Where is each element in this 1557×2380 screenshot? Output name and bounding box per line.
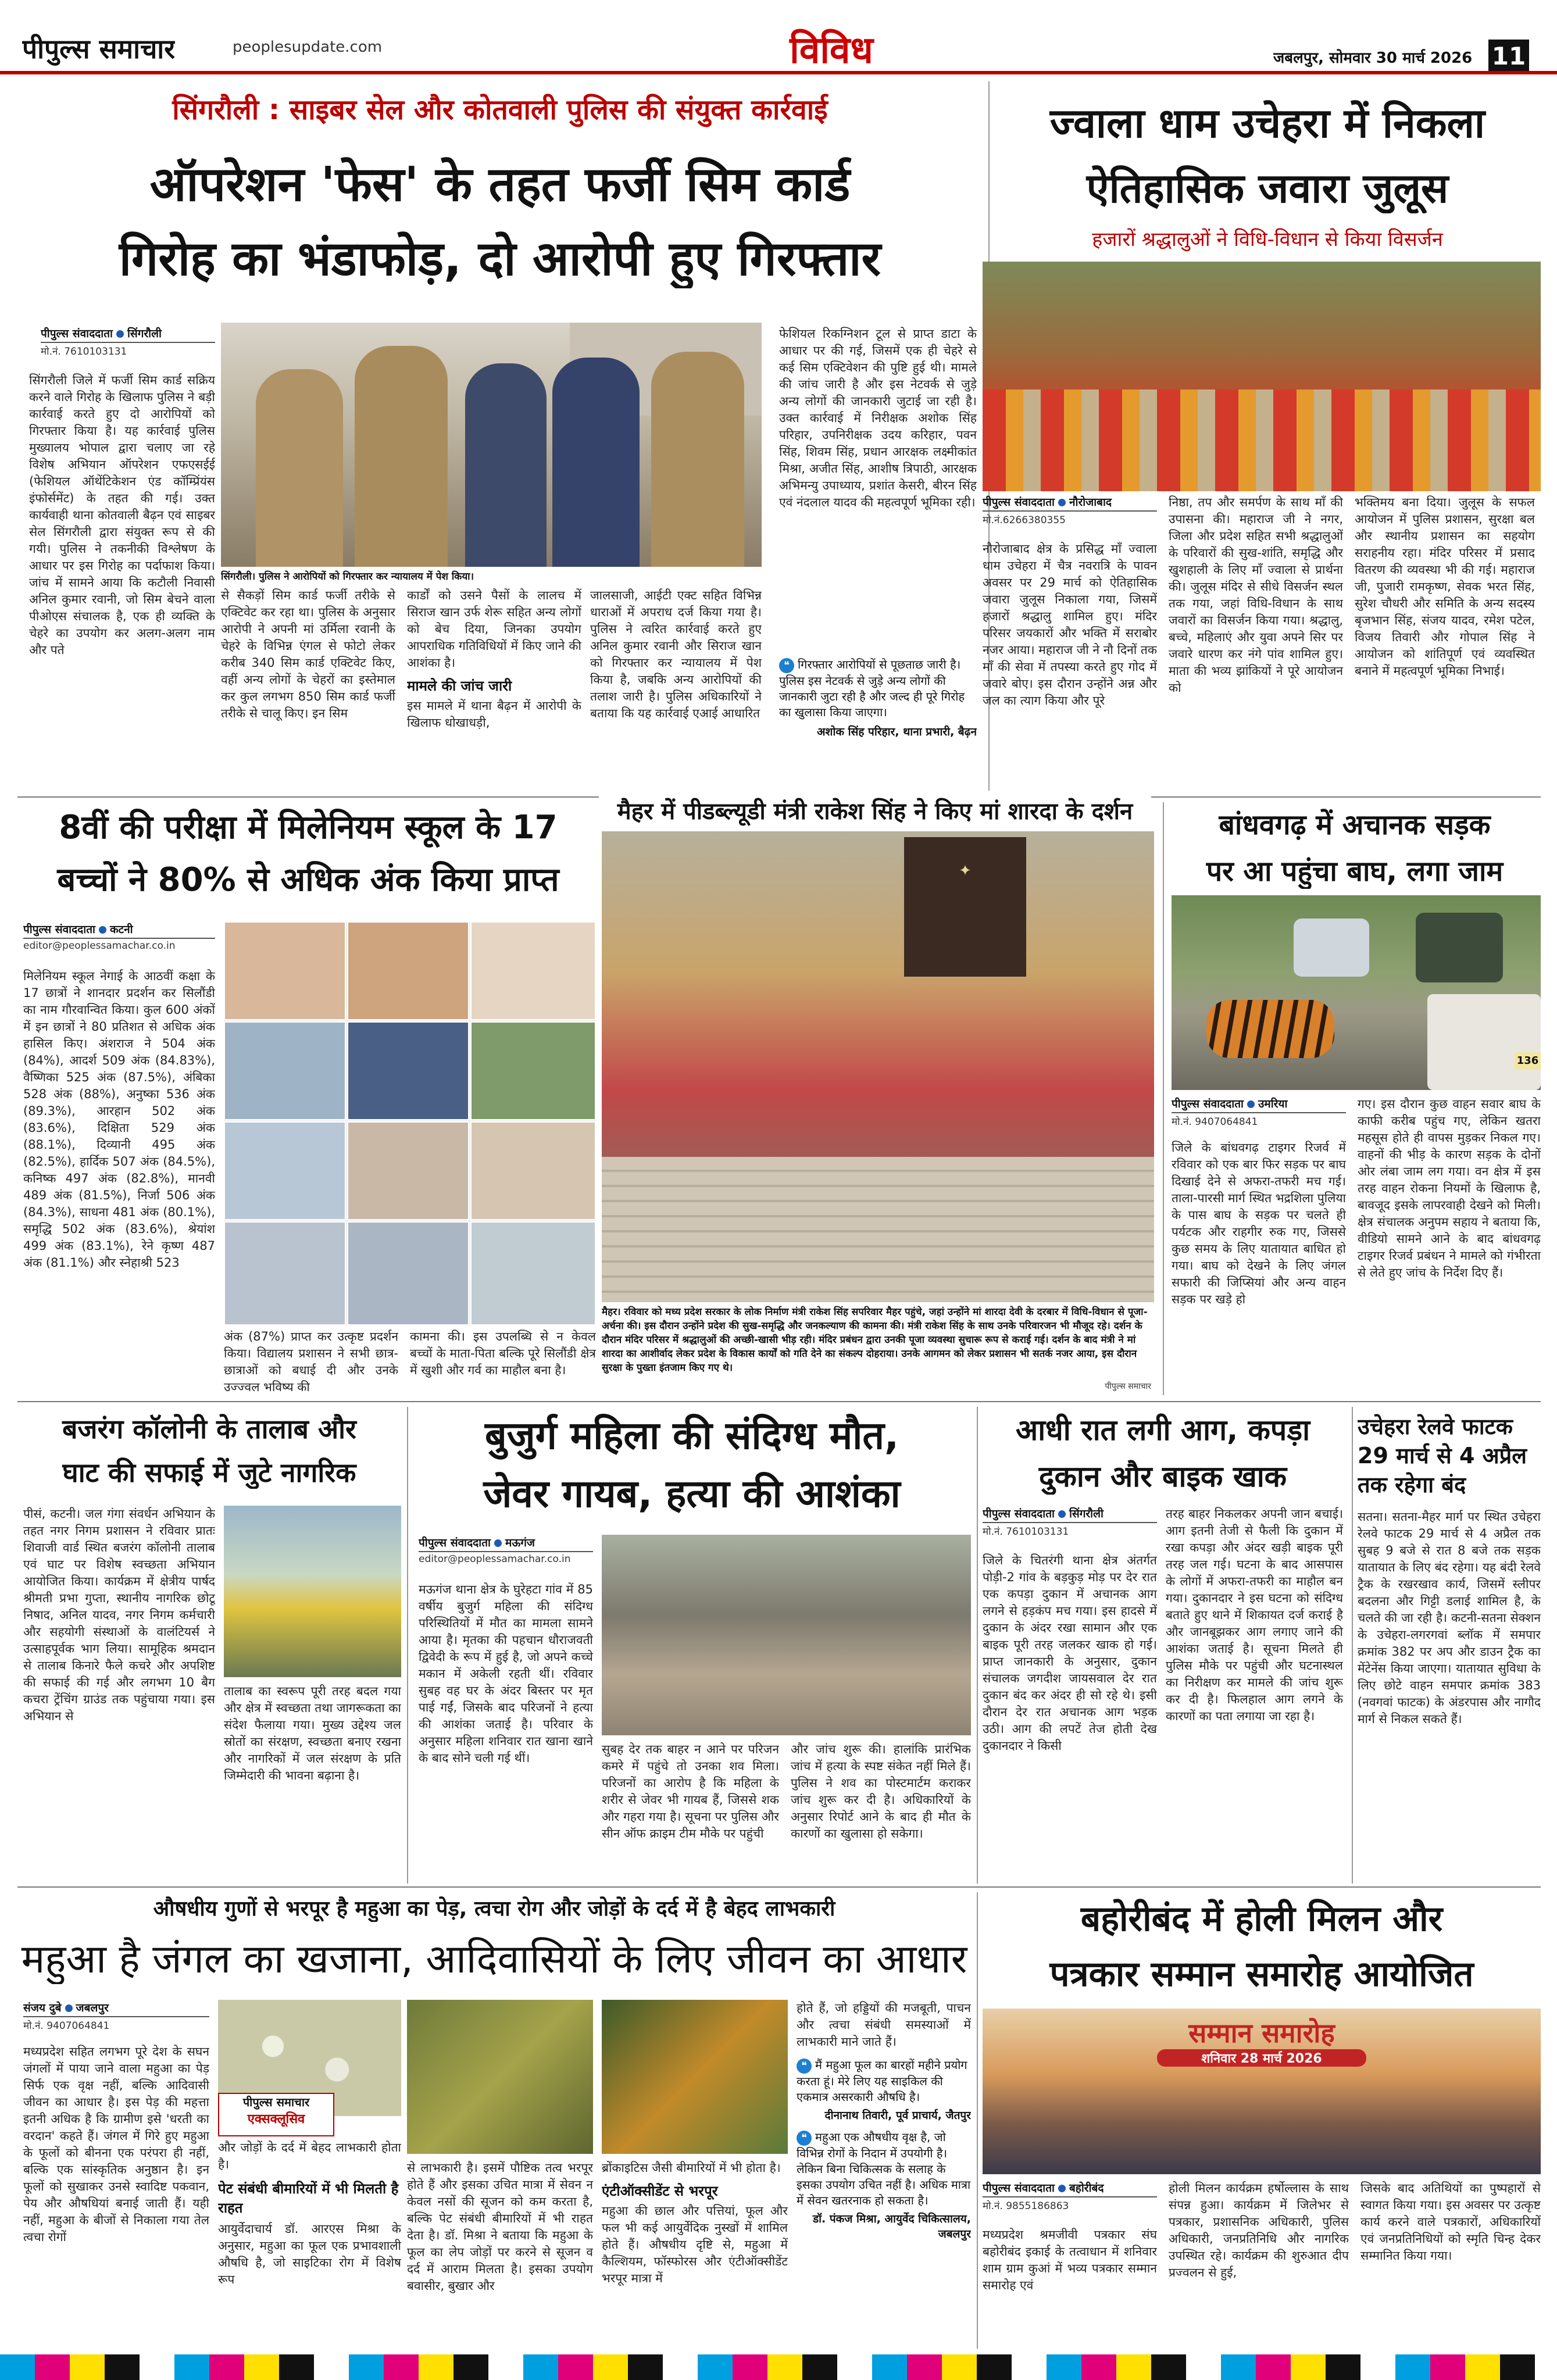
column-divider — [1352, 1407, 1353, 1884]
quote-icon: ❝ — [797, 2059, 812, 2074]
a2-col1: नौरोजाबाद क्षेत्र के प्रसिद्ध माँ ज्वाला धाम उचेहरा में चैत्र नवरात्रि के पावन अवसर पर 29 मार्च को ऐतिहासिक जवारा जुलूस निकाला गया, जिसमें हजारों श्रद्धालु शामिल हुए। मंदिर परिसर जयकारों और भक्ति में सराबोर नजर आया। महाराज जी ने नौ दिनों तक माँ की सेवा में तपस्या करते हुए गोद में जवारे बोए। इस दौरान उन्होंने अन्न और जल का त्याग किया और पूरे — [983, 542, 1157, 707]
a1-kicker: सिंगरौली : साइबर सेल और कोतवाली पुलिस की संयुक्त कार्रवाई — [172, 94, 828, 126]
a9-headline-1: उचेहरा रेलवे फाटक — [1358, 1414, 1513, 1439]
a5-col2: गए। इस दौरान कुछ वाहन सवार बाघ के काफी करीब पहुंच गए, लेकिन खतरा महसूस होते ही वापस मुड़कर निकल गए। वाहनों की भीड़ के कारण सड़क के दोनों ओर लंबा जाम लग गया। वन क्षेत्र में इस तरह वाहन रोकना नियमों के खिलाफ है, बावजूद इसके लापरवाही देखने को मिली। क्षेत्र संचालक अनुपम सहाय ने बताया कि, वीडियो सामने आने के बाद बांधवगढ़ टाइगर रिजर्व प्रबंधन ने मामले को गंभीरता से लेते हुए जांच के निर्देश दिए हैं। — [1358, 1097, 1541, 1280]
a1-col3: कार्डों को उसने पैसों के लालच में सिराज खान उर्फ शेरू सहित अन्य लोगों को बेच दिया, जिनका उपयोग आपराधिक गतिविधियों में किए जाने की आशंका है। — [407, 588, 581, 670]
a2-photo — [983, 262, 1541, 491]
a11-banner-date: शनिवार 28 मार्च 2026 — [1157, 2049, 1366, 2067]
a10-photo-fruit — [407, 2000, 593, 2154]
student-photo — [347, 1021, 469, 1120]
a3-col3: कामना की। इस उपलब्धि से न केवल बच्चों के माता-पिता बल्कि पूरे सिलौंडी क्षेत्र में खुशी और गर्व का माहौल बना है। — [410, 1330, 596, 1377]
a5-headline-2: पर आ पहुंचा बाघ, लगा जाम — [1206, 855, 1504, 888]
student-photo — [470, 921, 596, 1020]
a7-email: editor@peoplessamachar.co.in — [419, 1553, 571, 1565]
dot-icon — [1058, 499, 1066, 506]
a1-col5: फेशियल रिकग्निशन टूल से प्राप्त डाटा के आधार पर की गई, जिसमें एक ही चेहरे से कई सिम एक्टिवेशन की पुष्टि हुई थी। मामले की जांच जारी है और इस नेटवर्क से जुड़े अन्य लोगों की जानकारी जुटाई जा रही है। उक्त कार्रवाई में निरीक्षक अशोक सिंह परिहार, उपनिरीक्षक उदय करिहार, पवन सिंह, शिवम सिंह, प्रधान आरक्षक लक्ष्मीकांत मिश्रा, अजीत सिंह, आशीष त्रिपाठी, आरक्षक अभिमन्यु उपाध्याय, प्रशांत केसरी, बीरन सिंह एवं नंदलाल यादव की महत्वपूर्ण भूमिका रही। — [779, 327, 977, 509]
a10-col2b: आयुर्वेदाचार्य डॉ. आरएस मिश्रा के अनुसार, महुआ का फूल एक प्रभावशाली औषधि है, जो साइटिका रोग में विशेष रूप — [218, 2222, 401, 2286]
student-photo — [347, 1221, 469, 1325]
a4-photo — [602, 831, 1154, 1302]
a5-headline-1: बांधवगढ़ में अचानक सड़क — [1219, 809, 1491, 841]
a5-plate: 136 — [1515, 1052, 1541, 1070]
a6-headline-2: घाट की सफाई में जुटे नागरिक — [62, 1457, 356, 1488]
a10-exclusive-badge — [218, 2093, 334, 2136]
a2-byline-place: नौरोजाबाद — [1069, 496, 1112, 509]
a2-subheadline: हजारों श्रद्धालुओं ने विधि-विधान से किया विसर्जन — [1092, 228, 1443, 251]
a11-byline-name: पीपुल्स संवाददाता — [983, 2182, 1055, 2195]
a10-col5-wrap — [797, 2000, 971, 2349]
a4-headline: मैहर में पीडब्ल्यूडी मंत्री राकेश सिंह ने किए मां शारदा के दर्शन — [599, 795, 1151, 828]
a7-byline-name: पीपुल्स संवाददाता — [419, 1536, 491, 1549]
a3-byline-name: पीपुल्स संवाददाता — [23, 923, 95, 936]
a10-col4-wrap — [602, 2160, 788, 2346]
a8-byline — [983, 1506, 1157, 1538]
site-url[interactable]: peoplesupdate.com — [233, 38, 383, 56]
a7-headline-1: बुजुर्ग महिला की संदिग्ध मौत, — [484, 1413, 899, 1458]
jeep-icon — [1427, 994, 1541, 1090]
student-photo — [470, 1221, 596, 1325]
a10-quote2-by: डॉ. पंकज मिश्रा, आयुर्वेद चिकित्सालय, जबलपुर — [812, 2213, 971, 2240]
a10-quote1: मैं महुआ फूल का बारहों महीने प्रयोग करता हूं। मेरे लिए यह साइकिल की एकमात्र असरकारी औषधि है। — [797, 2058, 967, 2104]
a10-col4-subhead: एंटीऑक्सीडेंट से भरपूर — [602, 2183, 718, 2199]
a10-kicker: औषधीय गुणों से भरपूर है महुआ का पेड़, त्वचा रोग और जोड़ों के दर्द में है बेहद लाभकारी — [153, 1897, 835, 1921]
a10-photo-tree — [602, 2000, 788, 2154]
a10-quote1-by: दीनानाथ तिवारी, पूर्व प्राचार्य, जैतपुर — [824, 2109, 971, 2122]
tiger-icon — [1206, 1000, 1334, 1058]
column-divider — [977, 1892, 978, 2349]
student-photo — [470, 1121, 596, 1220]
a1-headline-2: गिरोह का भंडाफोड़, दो आरोपी हुए गिरफ्तार — [119, 231, 881, 287]
a1-col3b: इस मामले में थाना बैढ़न में आरोपी के खिलाफ धोखाधड़ी, — [407, 699, 581, 730]
officer-figure-3 — [651, 352, 744, 567]
a10-col3: से लाभकारी है। इसमें पौष्टिक तत्व भरपूर होते हैं और इसका उचित मात्रा में सेवन न केवल नसों की सूजन को कम करता है, बल्कि पेट संबंधी बीमारियों में भी राहत देता है। डॉ. मिश्रा ने बताया कि महुआ के फूल का लेप जोड़ों पर करने से सूजन व दर्द में आराम मिलता है। इसका उपयोग बवासीर, बुखार और — [407, 2161, 593, 2293]
a1-col3-subhead: मामले की जांच जारी — [407, 678, 512, 694]
dot-icon — [1247, 1100, 1255, 1108]
a1-byline-name: पीपुल्स संवाददाता — [41, 327, 113, 340]
a2-col2: निष्ठा, तप और समर्पण के साथ माँ की उपासना की। महाराज जी ने नगर, जिला और प्रदेश सहित सभी श्रद्धालुओं के परिवारों की सुख-शांति, समृद्धि और खुशहाली के लिए माँ ज्वाला से प्रार्थना की। जुलूस मंदिर से सीधे विसर्जन स्थल तक गया, जहां विधि-विधान के साथ जवारों का विसर्जन किया गया। श्रद्धालु, बच्चे, महिलाएं और युवा अपने सिर पर जवारे धारण कर नंगे पांव शामिल हुए। माता की भव्य झांकियों ने पूरे आयोजन को — [1169, 495, 1343, 695]
a10-byline-place: जबलपुर — [76, 2002, 109, 2014]
a5-col1: जिले के बांधवगढ़ टाइगर रिजर्व में रविवार को एक बार फिर सड़क पर बाघ दिखाई देने से अफरा-तफरी मच गई। ताला-पारसी मार्ग स्थित भद्रशिला पुलिया के पास बाघ के सड़क पर चलते ही पर्यटक और राहगीर रुक गए, जिससे कुछ समय के लिए यातायात बाधित हो गया। बाघ को देखने के लिए जंगल सफारी की जिप्सियां और अन्य वाहन सड़क पर खड़े हो — [1172, 1141, 1346, 1306]
crowd-band — [983, 389, 1541, 491]
a11-byline-place: बहोरीबंद — [1069, 2182, 1104, 2195]
a1-mobile: मो.नं. 7610103131 — [41, 346, 127, 358]
a8-mobile: मो.नं. 7610103131 — [983, 1526, 1069, 1538]
a1-quote-by: अशोक सिंह परिहार, थाना प्रभारी, बैढ़न — [817, 726, 977, 738]
a3-byline — [23, 921, 215, 952]
a1-col2: से सैकड़ों सिम कार्ड फर्जी तरीके से एक्टिवेट कर रहा था। पुलिस के अनुसार आरोपी ने अपनी मां उर्मिला रवानी के चेहरे के विभिन्न एंगल से फोटो लेकर करीब 340 सिम कार्ड एक्टिवेट किए, वहीं अन्य लोगों के चेहरों का इस्तेमाल कर कुल लगभग 850 सिम कार्ड फर्जी तरीके से चालू किए। इन सिम — [221, 588, 395, 720]
a5-mobile: मो.नं. 9407064841 — [1172, 1116, 1258, 1128]
a8-headline-1: आधी रात लगी आग, कपड़ा — [1015, 1413, 1310, 1447]
officer-figure-2 — [355, 346, 448, 567]
a1-col3-wrap — [407, 587, 581, 791]
suspect-figure-2 — [552, 358, 640, 567]
student-photo — [224, 1021, 346, 1120]
a10-col5: होते हैं, जो हड्डियों की मजबूती, पाचन और त्वचा संबंधी समस्याओं में लाभकारी माने जाते हैं। — [797, 2001, 971, 2049]
a3-headline-1: 8वीं की परीक्षा में मिलेनियम स्कूल के 17 — [59, 809, 558, 846]
a2-headline-1: ज्वाला धाम उचेहरा में निकला — [1049, 99, 1485, 147]
a8-byline-name: पीपुल्स संवाददाता — [983, 1507, 1055, 1520]
car-icon — [1294, 919, 1369, 977]
dot-icon — [99, 926, 106, 934]
page-number: 11 — [1488, 40, 1529, 73]
a7-col1: मऊगंज थाना क्षेत्र के घुरेहटा गांव में 85 वर्षीय बुजुर्ग महिला की संदिग्ध परिस्थितियों में मौत का मामला सामने आया है। मृतका की पहचान धौराजवती द्विवेदी के रूप में हुई है, जो अपने कच्चे मकान में अकेली रहती थीं। रविवार सुबह वह घर के अंदर बिस्तर पर मृत पाई गईं, जिसके बाद परिजनों ने हत्या की आशंका जताई है। परिवार के अनुसार महिला शनिवार रात खाना खाने के बाद सोने चली गई थीं। — [419, 1582, 593, 1765]
dot-icon — [494, 1539, 502, 1547]
a1-col4: जालसाजी, आईटी एक्ट सहित विभिन्न धाराओं में अपराध दर्ज किया गया है। पुलिस ने त्वरित कार्रवाई करते हुए अनिल कुमार रवानी और सिराज खान को गिरफ्तार कर न्यायालय में पेश किया है, जबकि अन्य आरोपियों की तलाश जारी है। पुलिस अधिकारियों ने बताया कि यह कार्रवाई एआई आधारित — [590, 588, 762, 720]
quote-icon: ❝ — [797, 2131, 812, 2146]
a10-exclusive-label: एक्सक्लूसिव — [247, 2112, 305, 2127]
a10-exclusive-logo: पीपुल्स समाचार — [242, 2095, 310, 2109]
a2-mobile: मो.नं.6266380355 — [983, 514, 1066, 526]
a10-col2a: और जोड़ों के दर्द में बेहद लाभकारी होता है। — [218, 2140, 401, 2171]
masthead — [0, 0, 1557, 74]
student-photo — [347, 1121, 469, 1220]
a3-byline-place: कटनी — [109, 923, 133, 936]
a11-col3: जिसके बाद अतिथियों का पुष्पहारों से स्वागत किया गया। इस अवसर पर उत्कृष्ट कार्य करने वाले पत्रकारों, अधिकारियों एवं जनप्रतिनिधियों को स्मृति चिन्ह देकर सम्मानित किया गया। — [1360, 2181, 1541, 2263]
a8-col2: तरह बाहर निकलकर अपनी जान बचाई। आग इतनी तेजी से फैली कि दुकान में रखा कपड़ा और अंदर खड़ी बाइक पूरी तरह जल गई। घटना के बाद आसपास के लोगों में अफरा-तफरी का माहौल बन गया। दुकानदार ने इस घटना को संदिग्ध बताते हुए थाने में शिकायत दर्ज कराई है और जानबूझकर आग लगाए जाने की आशंका जताई है। सूचना मिलते ही पुलिस मौके पर पहुंची और घटनास्थल का निरीक्षण कर मामले की जांच शुरू कर दी है। फिलहाल आग लगने के कारणों का पता लगाया जा रहा है। — [1166, 1507, 1343, 1723]
divider — [17, 1401, 1541, 1402]
student-photo — [224, 921, 346, 1020]
suspect-figure-1 — [465, 363, 547, 567]
a7-byline-place: मऊगंज — [505, 1536, 535, 1549]
a11-headline-1: बहोरीबंद में होली मिलन और — [1080, 1899, 1443, 1939]
a6-photo — [224, 1506, 401, 1677]
student-photo — [347, 921, 469, 1020]
a6-headline-1: बजरंग कॉलोनी के तालाब और — [62, 1413, 356, 1445]
a10-headline: महुआ है जंगल का खजाना, आदिवासियों के लिए जीवन का आधार — [21, 1936, 967, 1982]
section-title: विविध — [790, 29, 873, 72]
a8-col1: जिले के चितरंगी थाना क्षेत्र अंतर्गत पोड़ी-2 गांव के बड़कुड़ मोड़ पर देर रात एक कपड़ा दुकान में अचानक आग लगने से हड़कंप मच गया। इस हादसे में दुकान के अंदर रखा सामान और एक बाइक पूरी तरह जलकर खाक हो गई। प्राप्त जानकारी के अनुसार, दुकान संचालक जगदीश जायसवाल देर रात दुकान बंद कर अंदर ही सो रहे थे। इसी दौरान देर रात अचानक आग भड़क उठी। आग की लपटें तेज होती देख दुकानदार ने किसी — [983, 1553, 1157, 1753]
a4-credit: पीपुल्स समाचार — [1105, 1382, 1151, 1391]
a10-col2-subhead: पेट संबंधी बीमारियों में भी मिलती है राहत — [218, 2181, 399, 2216]
a7-photo — [602, 1535, 971, 1735]
a7-col2: सुबह देर तक बाहर न आने पर परिजन कमरे में पहुंचे तो उनका शव मिला। परिजनों का आरोप है कि महिला के शरीर से जेवर भी गायब हैं, जिससे शक और गहरा गया है। सूचना पर पुलिस और सीन ऑफ क्राइम टीम मौके पर पहुंची — [602, 1742, 779, 1841]
a1-col1: सिंगरौली जिले में फर्जी सिम कार्ड सक्रिय करने वाले गिरोह के खिलाफ पुलिस ने बड़ी कार्रवाई करते हुए दो आरोपियों को गिरफ्तार किया है। यह कार्रवाई पुलिस मुख्यालय भोपाल द्वारा चलाए जा रहे विशेष अभियान ऑपरेशन एफएसईई (फेशियल ऑथेंटिकेशन एंड कॉम्प्रिंयंस इंफोर्समेंट) के तहत की गई। उक्त कार्यवाही थाना कोतवाली बैढ़न एवं साइबर सेल सिंगरौली द्वारा संयुक्त रूप से की गयी। पुलिस ने तकनीकी विश्लेषण के आधार पर इस गिरोह का पर्दाफाश किया। जांच में सामने आया कि कटौली निवासी अनिल कुमार रवानी, जो सिम बेचने वाला पीओएस संचालक है, एक ही व्यक्ति के चेहरे का उपयोग कर अलग-अलग नाम और पते — [29, 373, 215, 657]
a1-quote — [779, 657, 977, 791]
a1-quote-text: गिरफ्तार आरोपियों से पूछताछ जारी है। पुलिस इस नेटवर्क से जुड़े अन्य लोगों की जानकारी जुटा रही है और जल्द ही पूरे गिरोह का खुलासा किया जाएगा। — [779, 657, 965, 719]
edition-date: जबलपुर, सोमवार 30 मार्च 2026 — [1273, 49, 1473, 67]
student-photo — [224, 1121, 346, 1220]
a5-photo — [1172, 895, 1541, 1090]
a10-mobile: मो.नं. 9407064841 — [23, 2020, 110, 2032]
dot-icon — [1058, 2185, 1066, 2192]
a2-col3: भक्तिमय बना दिया। जुलूस के सफल आयोजन में पुलिस प्रशासन, सुरक्षा बल और स्थानीय प्रशासन का सहयोग सराहनीय रहा। मंदिर परिसर में प्रसाद वितरण की व्यवस्था भी की गई। महाराज जी, पुजारी रामकृष्ण, सेवक भरत सिंह, सुरेश चौधरी और समिति के अन्य सदस्य बृजभान सिंह, संजय यादव, रमेश पटेल, विजय तिवारी और गोपाल सिंह ने आयोजन को शांतिपूर्ण एवं व्यवस्थित बनाने में महत्वपूर्ण भूमिका निभाई। — [1355, 495, 1535, 678]
a10-col2-wrap — [218, 2139, 401, 2346]
a6-col1: पीसं, कटनी। जल गंगा संवर्धन अभियान के तहत नगर निगम प्रशासन ने रविवार प्रातः शिवाजी वार्ड स्थित बजरंग कॉलोनी तालाब एवं घाट पर विशेष स्वच्छता अभियान आयोजित किया। कार्यक्रम में क्षेत्रीय पार्षद श्रीमती प्रभा गुप्ता, स्थानीय नागरिक छोटू निषाद, अनिल यादव, नगर निगम कर्मचारी और सहयोगी संस्थाओं के वालंटियर्स ने उत्साहपूर्वक भाग लिया। सामूहिक श्रमदान से तालाब किनारे फैले कचरे और अपशिष्ट की सफाई की गई और लगभग 10 बैग कचरा ट्रेंचिंग ग्राउंड तक पहुंचाया गया। इस अभियान से — [23, 1507, 215, 1723]
a11-col1: मध्यप्रदेश श्रमजीवी पत्रकार संघ बहोरीबंद इकाई के तत्वाधान में शनिवार शाम ग्राम कुआं में भव्य पत्रकार सम्मान समारोह एवं — [983, 2228, 1157, 2292]
a9-headline-3: तक रहेगा बंद — [1358, 1472, 1466, 1498]
a3-photo-grid — [224, 921, 596, 1325]
a8-headline-2: दुकान और बाइक खाक — [1038, 1460, 1287, 1493]
a3-col1: मिलेनियम स्कूल नेगाई के आठवीं कक्षा के 17 छात्रों ने शानदार प्रदर्शन कर सिलौंडी का नाम गौरवान्वित किया। कुल 600 अंकों में इन छात्रों ने 80 प्रतिशत से अधिक अंक हासिल किए। अंशराज ने 504 अंक (84%), आदर्श 509 अंक (84.83%), वैष्णिका 525 अंक (87.5%), अंबिका 528 अंक (88%), अनुष्का 536 अंक (89.3%), आरहान 502 अंक (83.6%), दिक्षिता 529 अंक (88.1%), दिव्यानी 495 अंक (82.5%), हार्दिक 507 अंक (84.5%), कनिष्क 497 अंक (82.8%), मानवी 489 अंक (81.5%), निर्जा 506 अंक (84.3%), साधना 481 अंक (80.1%), समृद्धि 502 अंक (83.6%), श्रेयांश 499 अंक (83.1%), रेने कृष्ण 487 अंक (81.1%) और स्नेहाश्री 523 — [23, 969, 215, 1270]
a1-headline-1: ऑपरेशन 'फेस' के तहत फर्जी सिम कार्ड — [149, 157, 851, 212]
a7-byline — [419, 1535, 593, 1565]
paper-logo: पीपुल्स समाचार — [22, 33, 176, 65]
student-photo — [224, 1221, 346, 1325]
officer-figure-1 — [256, 369, 343, 567]
a5-byline-name: पीपुल्स संवाददाता — [1172, 1098, 1244, 1110]
a10-col4a: ब्रोंकाइटिस जैसी बीमारियों में भी होता है। — [602, 2161, 781, 2175]
a10-quote2: महुआ एक औषधीय वृक्ष है, जो विभिन्न रोगों के निदान में उपयोगी है। लेकिन बिना चिकित्सक के सलाह के इसका उपयोग उचित नहीं है। अधिक मात्रा में सेवन खतरनाक हो सकता है। — [797, 2130, 971, 2207]
temple-sign: ✦ — [904, 837, 1026, 977]
divider — [17, 1886, 1541, 1888]
a9-body: सतना। सतना-मैहर मार्ग पर स्थित उचेहरा रेलवे फाटक 29 मार्च से 4 अप्रैल तक सुबह 9 बजे से रात 8 बजे तक सड़क यातायात के लिए बंद रहेगा। यह बंदी रेलवे ट्रैक के रखरखाव कार्य, जिसमें स्लीपर बदलना और गिट्टी डलाई शामिल है, के चलते की जा रही है। कटनी-सतना सेक्शन के उचेहरा-लगरगवां ब्लॉक में समपार क्रमांक 382 पर अप और डाउन ट्रैक का मेंटेनेंस किया जाएगा। यातायात सुविधा के लिए छोटे वाहन समपार क्रमांक 383 (नवगवां फाटक) के अंडरपास और नागौद मार्ग से निकल सकते हैं। — [1358, 1510, 1541, 1726]
a6-col2: तालाब का स्वरूप पूरी तरह बदल गया और क्षेत्र में स्वच्छता तथा जागरूकता का संदेश फैलाया गया। मुख्य उद्देश्य जल स्रोतों का संरक्षण, स्वच्छता बनाए रखना और नागरिकों में जल संरक्षण के प्रति जिम्मेदारी की भावना बढ़ाना है। — [224, 1684, 401, 1782]
a8-byline-place: सिंगरौली — [1069, 1507, 1104, 1520]
steps — [602, 1157, 1154, 1302]
a1-photo — [221, 323, 762, 567]
a5-byline-place: उमरिया — [1258, 1098, 1288, 1110]
a7-headline-2: जेवर गायब, हत्या की आशंका — [483, 1471, 901, 1516]
a3-col2: अंक (87%) प्राप्त कर उत्कृष्ट प्रदर्शन किया। विद्यालय प्रशासन ने सभी छात्र-छात्राओं को बधाई दी और उनके उज्ज्वल भविष्य की — [224, 1330, 398, 1394]
a11-mobile: मो.नं. 9855186863 — [983, 2200, 1069, 2212]
a4-caption: मैहर। रविवार को मध्य प्रदेश सरकार के लोक निर्माण मंत्री राकेश सिंह सपरिवार मैहर पहुंचे, जहां उन्होंने मां शारदा देवी के दरबार में विधि-विधान से पूजा-अर्चना की। इस दौरान उन्होंने प्रदेश की सुख-समृद्धि और जनकल्याण की कामना की। मंत्री राकेश सिंह के साथ उनके परिवारजन भी मौजूद रहे। दर्शन के दौरान मंदिर परिसर में श्रद्धालुओं की अच्छी-खासी भीड़ रही। मंदिर प्रबंधन द्वारा उनकी पूजा व्यवस्था सुचारू रूप से कराई गई। दर्शन के बाद मंत्री ने मां शारदा का आशीर्वाद लेकर प्रदेश के विकास कार्यों को गति देने का संकल्प दोहराया। उनके आगमन को लेकर प्रशासन भी सतर्क नजर आया, इस दौरान सुरक्षा के पुख्ता इंतजाम किए गए थे। — [602, 1306, 1148, 1374]
a10-byline-name: संजय दुबे — [23, 2002, 62, 2014]
a11-col2: होली मिलन कार्यक्रम हर्षोल्लास के साथ संपन्न हुआ। कार्यक्रम में जिलेभर से पत्रकार, प्रशासनिक अधिकारी, पुलिस अधिकारी, जनप्रतिनिधि और नागरिक उपस्थित रहे। कार्यक्रम की शुरुआत दीप प्रज्वलन से हुई, — [1169, 2181, 1349, 2279]
a11-headline-2: पत्रकार सम्मान समारोह आयोजित — [1049, 1954, 1474, 1995]
column-divider — [1163, 802, 1164, 1395]
a1-photo-caption: सिंगरौली। पुलिस ने आरोपियों को गिरफ्तार कर न्यायालय में पेश किया। — [221, 571, 474, 583]
a3-headline-2: बच्चों ने 80% से अधिक अंक किया प्राप्त — [57, 861, 559, 899]
a10-col1: मध्यप्रदेश सहित लगभग पूरे देश के सघन जंगलों में पाया जाने वाला महुआ का पेड़ सिर्फ एक वृक्ष नहीं, बल्कि आदिवासी जीवन का आधार है। इस पेड़ की महत्ता इतनी अधिक है कि ग्रामीण इसे 'धरती का वरदान' कहते हैं। जंगल में गिरे हुए महुआ के फूलों को बीनना एक परंपरा ही नहीं, बल्कि एक सांस्कृतिक अनुष्ठान है। इन फूलों को सुखाकर उनसे स्वादिष्ट पकवान, पेय और औषधियां बनाई जाती हैं। यही नहीं, महुआ के बीजों से निकाला गया तेल त्वचा रोगों — [23, 2045, 209, 2244]
car-icon — [1416, 913, 1503, 982]
dot-icon — [116, 330, 124, 338]
quote-icon: ❝ — [779, 658, 794, 673]
a10-col4b: महुआ की छाल और पत्तियां, फूल और फल भी कई आयुर्वेदिक नुस्खों में शामिल होते हैं। औषधीय दृष्टि से, महुआ में कैल्शियम, फॉस्फोरस और एंटीऑक्सीडेंट भरपूर मात्रा में — [602, 2204, 788, 2285]
column-divider — [407, 1407, 408, 1884]
a3-email: editor@peoplessamachar.co.in — [23, 940, 176, 952]
a11-photo — [983, 2009, 1541, 2174]
a2-byline — [983, 494, 1157, 526]
a7-col3: और जांच शुरू की। हालांकि प्रारंभिक जांच में हत्या के स्पष्ट संकेत नहीं मिले हैं। पुलिस ने शव का पोस्टमार्टम कराकर जांच शुरू कर दी है। अधिकारियों के अनुसार रिपोर्ट आने के बाद ही मौत के कारणों का खुलासा हो सकेगा। — [791, 1742, 971, 1841]
a1-byline — [41, 326, 215, 358]
a2-headline-2: ऐतिहासिक जवारा जुलूस — [1086, 165, 1449, 212]
a11-banner-title: सम्मान समारोह — [1188, 2017, 1335, 2049]
a1-byline-place: सिंगरौली — [127, 327, 162, 340]
a2-byline-name: पीपुल्स संवाददाता — [983, 496, 1055, 509]
dot-icon — [1058, 1510, 1066, 1518]
a11-byline — [983, 2180, 1157, 2212]
column-divider — [977, 1407, 978, 1884]
a5-byline — [1172, 1096, 1346, 1128]
student-photo — [470, 1021, 596, 1120]
a10-byline — [23, 2000, 209, 2032]
dot-icon — [65, 2004, 73, 2012]
print-color-bar — [0, 2354, 1557, 2380]
a9-headline-2: 29 मार्च से 4 अप्रैल — [1358, 1443, 1527, 1468]
